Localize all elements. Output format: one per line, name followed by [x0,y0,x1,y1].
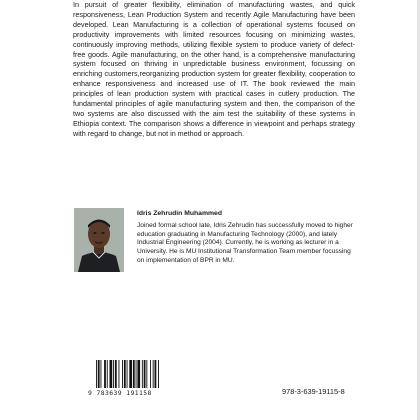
author-name: Idris Zehrudin Muhammed [137,210,222,217]
book-description: In pursuit of greater flexibility, elimination of manufacturing wastes, and quick responsiveness, Lean Production System and recently Agile Manufacturing have been developed. Lean Manufacturing is a collection of operational systems focused on productivity improvements with limited resources focusing on minimizing wastes, continuously improving methods, utilizing flexible system to produce variety of defect-free goods. Agile manufacturing, on the other hand, is a comprehensive manufacturing system focused on thriving in unpredictable business environment, focussing on enriching customers,reorganizing production system for greater flexibility, cooperation to enhance responsiveness and increased use of IT. The book reviewed the main principles of lean production system with practical cases in cutlery production. The fundamental principles of agile manufacturing system and then, the comparison of the two systems are also discussed with the aim test the suitability of these systems in Ethiopia context. The comparison shows a difference in viewpoint and perhaps strategy with regard to change, but not in method or approach. [73,0,355,138]
barcode [88,358,188,398]
author-photo [74,208,124,272]
author-bio [137,210,357,266]
barcode-bars [96,360,184,388]
author-bio-text: Joined formal school late, Idris Zehrudin has successfully moved to higher education graduating in Manufacturing Technology (2000), and lately Industrial Engineering (2004). Currently, he is working as lecturer in a University. He is MU Institutional Transformation Team member focussing on implementation of BPR in MU. [137,221,353,264]
barcode-digits: 9 783639 191158 [88,389,152,397]
isbn-number: 978-3-639-19115-8 [282,387,345,396]
